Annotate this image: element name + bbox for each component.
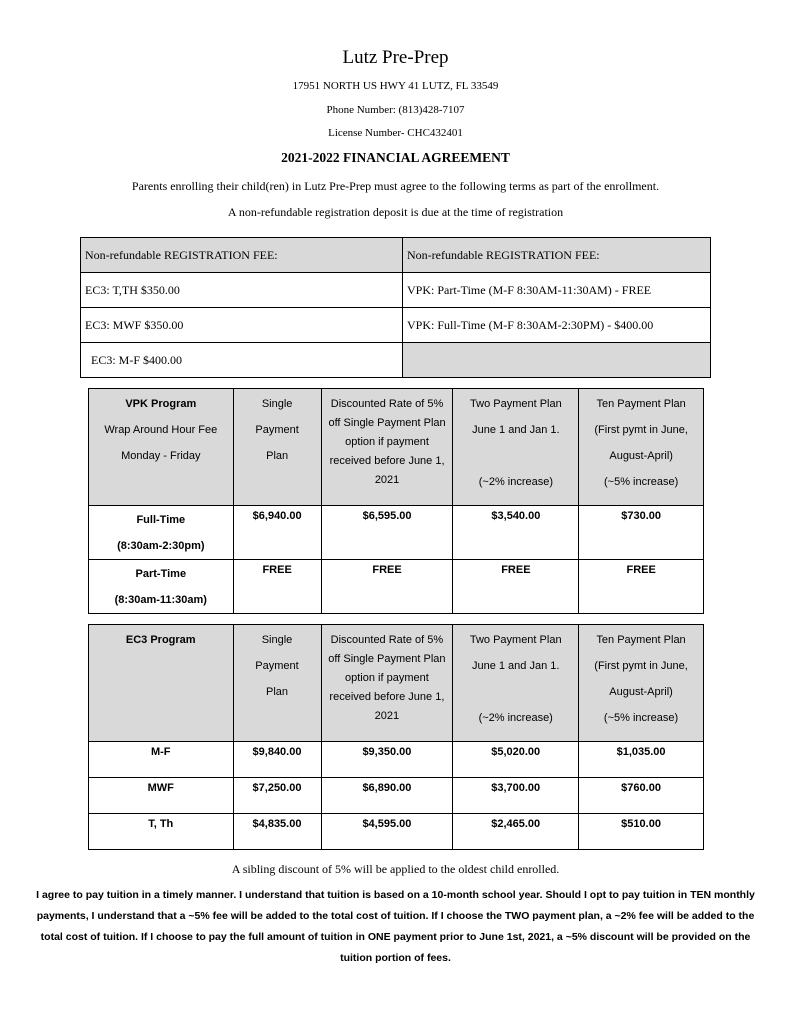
registration-fee-cell: VPK: Full-Time (M-F 8:30AM-2:30PM) - $400.00 bbox=[403, 308, 711, 343]
value-text: FREE bbox=[626, 564, 656, 576]
two-payment-header bbox=[453, 389, 579, 506]
row-label bbox=[89, 814, 234, 850]
row-label-text: T, Th bbox=[148, 818, 174, 830]
value-text: $3,700.00 bbox=[491, 782, 541, 794]
header-line: VPK Program bbox=[125, 398, 197, 410]
row-label-text: M-F bbox=[150, 746, 171, 758]
value-text: $510.00 bbox=[621, 818, 661, 830]
row-label-text: Full-Time bbox=[136, 514, 186, 526]
header-line: received before June 1, bbox=[329, 455, 445, 467]
header-line: Monday - Friday bbox=[121, 450, 201, 462]
discount-header bbox=[321, 625, 453, 742]
table-row bbox=[89, 560, 704, 614]
discount-header bbox=[321, 389, 453, 506]
single-payment-value bbox=[233, 742, 321, 778]
header-line: Discounted Rate of 5% bbox=[330, 634, 444, 646]
tuition-agreement-paragraph: I agree to pay tuition in a timely manner. I understand that tuition is based on a 10-month school year. Should I opt to pay tuition in TEN monthly payments, I understand that a ~5% fee will be added to the total cost of tuition. If I choose the TWO payment plan, a ~2% fee will be added to the total cost of tuition. If I choose to pay the full amount of tuition in ONE payment prior to June 1st, 2021, a ~5% discount will be provided on the tuition portion of fees. bbox=[36, 889, 755, 964]
header-line: Discounted Rate of 5% bbox=[330, 398, 444, 410]
header-line: Plan bbox=[266, 450, 289, 462]
header-line: June 1 and Jan 1. bbox=[471, 660, 560, 672]
header-line: (~2% increase) bbox=[478, 476, 554, 488]
row-label bbox=[89, 506, 234, 560]
terms-line-2: A non-refundable registration deposit is due at the time of registration bbox=[227, 205, 564, 219]
single-payment-value bbox=[233, 506, 321, 560]
row-label bbox=[89, 778, 234, 814]
discount-value bbox=[321, 814, 453, 850]
table-row bbox=[89, 814, 704, 850]
table-row bbox=[89, 778, 704, 814]
discount-value bbox=[321, 778, 453, 814]
single-payment-value bbox=[233, 814, 321, 850]
header-line: (First pymt in June, bbox=[594, 424, 688, 436]
registration-fee-cell: VPK: Part-Time (M-F 8:30AM-11:30AM) - FREE bbox=[403, 273, 711, 308]
ten-payment-value bbox=[579, 506, 704, 560]
header-line: option if payment bbox=[345, 436, 429, 448]
row-label-sub: (8:30am-2:30pm) bbox=[117, 540, 205, 552]
value-text: $4,595.00 bbox=[362, 818, 412, 830]
row-label-text: Part-Time bbox=[135, 568, 187, 580]
two-payment-value bbox=[453, 814, 579, 850]
school-name: Lutz Pre-Prep bbox=[342, 47, 449, 68]
ten-payment-value bbox=[579, 560, 704, 614]
header-line bbox=[455, 679, 576, 705]
row-label-text: MWF bbox=[147, 782, 174, 794]
registration-empty-cell bbox=[403, 343, 711, 378]
discount-value bbox=[321, 742, 453, 778]
header-line: Single bbox=[261, 634, 293, 646]
header-line: Single bbox=[261, 398, 293, 410]
value-text: $730.00 bbox=[621, 510, 662, 522]
header-line: 2021 bbox=[374, 710, 400, 722]
row-label-sub: (8:30am-11:30am) bbox=[114, 594, 207, 606]
header-line: Payment bbox=[255, 424, 299, 436]
value-text: $9,840.00 bbox=[252, 746, 302, 758]
single-payment-header bbox=[233, 625, 321, 742]
header-line: (~5% increase) bbox=[604, 476, 679, 488]
row-label bbox=[89, 560, 234, 614]
header-line: (~2% increase) bbox=[478, 712, 553, 724]
vpk-program-header bbox=[89, 389, 234, 506]
terms-line-1: Parents enrolling their child(ren) in Lutz Pre-Prep must agree to the following terms as part of the enrollment. bbox=[131, 179, 660, 193]
registration-fee-cell: EC3: M-F $400.00 bbox=[81, 343, 403, 378]
value-text: $5,020.00 bbox=[491, 746, 541, 758]
single-payment-value bbox=[233, 778, 321, 814]
table-row bbox=[89, 506, 704, 560]
header-line: 2021 bbox=[374, 474, 400, 486]
header-line: (First pymt in June, bbox=[594, 660, 688, 672]
value-text: FREE bbox=[262, 564, 292, 576]
ten-payment-header bbox=[579, 625, 704, 742]
header-line: off Single Payment Plan bbox=[328, 417, 446, 429]
value-text: $2,465.00 bbox=[491, 818, 541, 830]
school-phone: Phone Number: (813)428-7107 bbox=[326, 104, 465, 116]
registration-left-header: Non-refundable REGISTRATION FEE: bbox=[81, 238, 403, 273]
two-payment-value bbox=[453, 506, 579, 560]
header-line: Two Payment Plan bbox=[470, 398, 562, 410]
registration-right-header: Non-refundable REGISTRATION FEE: bbox=[403, 238, 711, 273]
header-line: Payment bbox=[255, 660, 299, 672]
value-text: FREE bbox=[501, 564, 531, 576]
value-text: $7,250.00 bbox=[252, 782, 302, 794]
ec3-tuition-table bbox=[88, 624, 704, 850]
table-row bbox=[89, 742, 704, 778]
sibling-discount-note: A sibling discount of 5% will be applied to the oldest child enrolled. bbox=[231, 862, 560, 876]
registration-fee-cell: EC3: T,TH $350.00 bbox=[81, 273, 403, 308]
header-line: August-April) bbox=[609, 450, 673, 462]
value-text: $1,035.00 bbox=[616, 746, 666, 758]
header-line: received before June 1, bbox=[329, 691, 445, 703]
agreement-title: 2021-2022 FINANCIAL AGREEMENT bbox=[281, 150, 510, 165]
value-text: $4,835.00 bbox=[252, 818, 302, 830]
value-text: $3,540.00 bbox=[491, 510, 541, 522]
ten-payment-value bbox=[579, 814, 704, 850]
value-text: $760.00 bbox=[621, 782, 661, 794]
registration-fee-cell: EC3: MWF $350.00 bbox=[81, 308, 403, 343]
header-line: Ten Payment Plan bbox=[596, 634, 686, 646]
ten-payment-value bbox=[579, 742, 704, 778]
ten-payment-value bbox=[579, 778, 704, 814]
license-number: License Number- CHC432401 bbox=[328, 127, 463, 139]
header-line: option if payment bbox=[345, 672, 429, 684]
discount-value bbox=[321, 506, 453, 560]
two-payment-value bbox=[453, 778, 579, 814]
header-line: Ten Payment Plan bbox=[596, 398, 686, 410]
value-text: $6,940.00 bbox=[252, 510, 302, 522]
header-line: off Single Payment Plan bbox=[328, 653, 446, 665]
single-payment-value bbox=[233, 560, 321, 614]
header-line: EC3 Program bbox=[125, 634, 196, 646]
ec3-program-header bbox=[89, 625, 234, 742]
two-payment-header bbox=[453, 625, 579, 742]
value-text: $9,350.00 bbox=[362, 746, 412, 758]
header-line: Plan bbox=[265, 686, 289, 698]
ten-payment-header bbox=[579, 389, 704, 506]
two-payment-value bbox=[453, 742, 579, 778]
registration-fee-table bbox=[80, 237, 711, 378]
header-line: August-April) bbox=[609, 686, 673, 698]
header-line bbox=[455, 443, 576, 469]
value-text: $6,890.00 bbox=[362, 782, 412, 794]
school-address: 17951 NORTH US HWY 41 LUTZ, FL 33549 bbox=[292, 80, 499, 92]
header-line: Wrap Around Hour Fee bbox=[104, 424, 218, 436]
value-text: FREE bbox=[372, 564, 402, 576]
vpk-tuition-table bbox=[88, 388, 704, 614]
header-line: (~5% increase) bbox=[603, 712, 679, 724]
two-payment-value bbox=[453, 560, 579, 614]
row-label bbox=[89, 742, 234, 778]
discount-value bbox=[321, 560, 453, 614]
single-payment-header bbox=[233, 389, 321, 506]
header-line: Two Payment Plan bbox=[469, 634, 562, 646]
value-text: $6,595.00 bbox=[362, 510, 412, 522]
header-line: June 1 and Jan 1. bbox=[472, 424, 560, 436]
